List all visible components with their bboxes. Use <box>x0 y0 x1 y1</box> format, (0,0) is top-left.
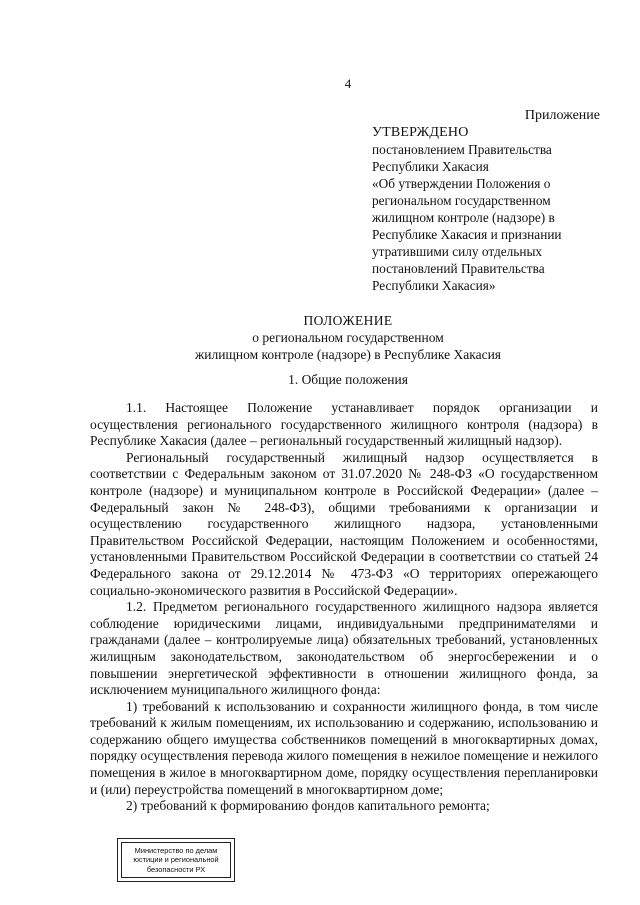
stamp-line: безопасности РХ <box>146 864 206 874</box>
stamp-line: Министерство по делам <box>134 845 218 855</box>
stamp-line: юстиции и региональной <box>133 855 219 865</box>
approval-line: Республики Хакасия <box>372 159 489 174</box>
paragraph: 1.1. Настоящее Положение устанавливает порядок организации и осуществления регионального государственного жилищного контроля (надзора) в Республике Хакасия (далее – региональный государственный жилищный надзор). <box>90 400 602 449</box>
approval-line: «Об утверждении Положения о <box>372 176 551 191</box>
appendix-label: Приложение <box>524 108 600 123</box>
approval-line: постановлений Правительства <box>372 261 545 276</box>
approval-line: утратившими силу отдельных <box>372 244 543 259</box>
body-text <box>90 400 602 815</box>
approval-heading: УТВЕРЖДЕНО <box>372 125 469 140</box>
approval-line: жилищном контроле (надзоре) в <box>372 210 555 225</box>
paragraph: Региональный государственный жилищный надзор осуществляется в соответствии с Федеральным законом от 31.07.2020 № 248-ФЗ «О государственном контроле (надзоре) и муниципальном контроле в Российской Федерации» (далее – Федеральный закон № 248-ФЗ), общими требованиями к организации и осуществлению государственного жилищного надзора, установленными Правительством Российской Федерации, настоящим Положением и особенностями, установленными Правительством Российской Федерации в соответствии со статьей 24 Федерального закона от 29.12.2014 № 473-ФЗ «О территориях опережающего социально-экономического развития в Российской Федерации». <box>90 449 598 598</box>
document-title <box>28 312 640 363</box>
title-line: жилищном контроле (надзоре) в Республике Хакасия <box>194 347 502 362</box>
page-number: 4 <box>344 76 352 91</box>
approval-block <box>372 124 612 294</box>
approval-line: региональном государственном <box>372 193 551 208</box>
paragraph: 1.2. Предметом регионального государственного жилищного надзора является соблюдение юридическими лицами, индивидуальными предпринимателями и гражданами (далее – контролируемые лица) обязательных требований, установленных жилищным законодательством, законодательством об энергосбережении и о повышении энергетической эффективности в отношении жилищного фонда, за исключением муниципального жилищного фонда: <box>90 599 598 698</box>
paragraph: 1) требований к использованию и сохранности жилищного фонда, в том числе требований к жилым помещениям, их использованию и содержанию, использованию и содержанию общего имущества собственников помещений в многоквартирных домах, порядку осуществления перевода жилого помещения в нежилое помещение и нежилого помещения в жилое в многоквартирном доме, порядку осуществления перепланировки и (или) переустройства помещений в многоквартирном доме; <box>90 698 598 797</box>
approval-line: постановлением Правительства <box>372 142 552 157</box>
paragraph: 2) требований к формированию фондов капитального ремонта; <box>126 798 490 814</box>
title-line: о региональном государственном <box>252 330 444 345</box>
title-line: ПОЛОЖЕНИЕ <box>303 313 393 328</box>
approval-line: Республике Хакасия и признании <box>372 227 562 242</box>
section-heading: 1. Общие положения <box>288 372 408 387</box>
approval-line: Республики Хакасия» <box>372 278 496 293</box>
ministry-stamp <box>117 838 235 882</box>
